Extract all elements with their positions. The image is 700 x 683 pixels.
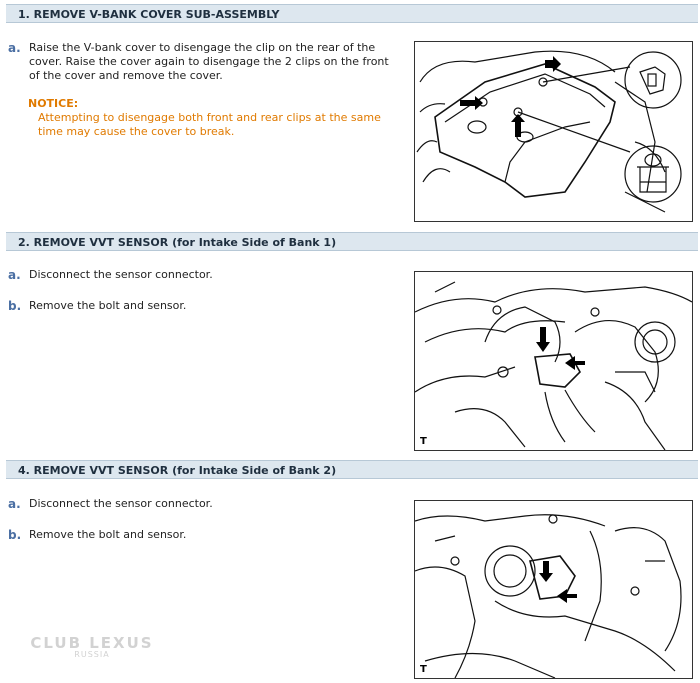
vvt-bank1-drawing — [415, 272, 692, 450]
step-letter: a. — [8, 268, 21, 282]
vvt-sensor-bank1-illustration — [414, 271, 693, 451]
step-text: Remove the bolt and sensor. — [29, 299, 187, 312]
vvt-sensor-bank2-illustration — [414, 500, 693, 679]
figure-mark: T — [420, 664, 427, 675]
step-letter: a. — [8, 497, 21, 511]
step-letter: b. — [8, 528, 22, 542]
vbank-cover-illustration — [414, 41, 693, 222]
section-2-header: 2. REMOVE VVT SENSOR (for Intake Side of Bank 1) — [6, 232, 698, 251]
club-lexus-watermark — [22, 634, 162, 659]
step-text: Disconnect the sensor connector. — [29, 497, 213, 510]
vvt-bank2-drawing — [415, 501, 692, 678]
notice-text: Attempting to disengage both front and rear clips at the same time may cause the cover to break. — [38, 111, 381, 138]
section-1-header: 1. REMOVE V-BANK COVER SUB-ASSEMBLY — [6, 4, 698, 23]
watermark-brand: CLUB LEXUS — [30, 634, 154, 652]
figure-mark: T — [420, 436, 427, 447]
vbank-cover-drawing — [415, 42, 692, 221]
step-text: Disconnect the sensor connector. — [29, 268, 213, 281]
step-letter: a. — [8, 41, 21, 55]
notice-title: NOTICE: — [28, 97, 79, 110]
section-4-header: 4. REMOVE VVT SENSOR (for Intake Side of Bank 2) — [6, 460, 698, 479]
section-1-notice — [28, 97, 393, 139]
watermark-sub: RUSSIA — [74, 650, 110, 659]
step-text: Remove the bolt and sensor. — [29, 528, 187, 541]
step-text: Raise the V-bank cover to disengage the clip on the rear of the cover. Raise the cover again to disengage the 2 clips on the front of the cover and remove the cover. — [29, 41, 389, 82]
step-letter: b. — [8, 299, 22, 313]
